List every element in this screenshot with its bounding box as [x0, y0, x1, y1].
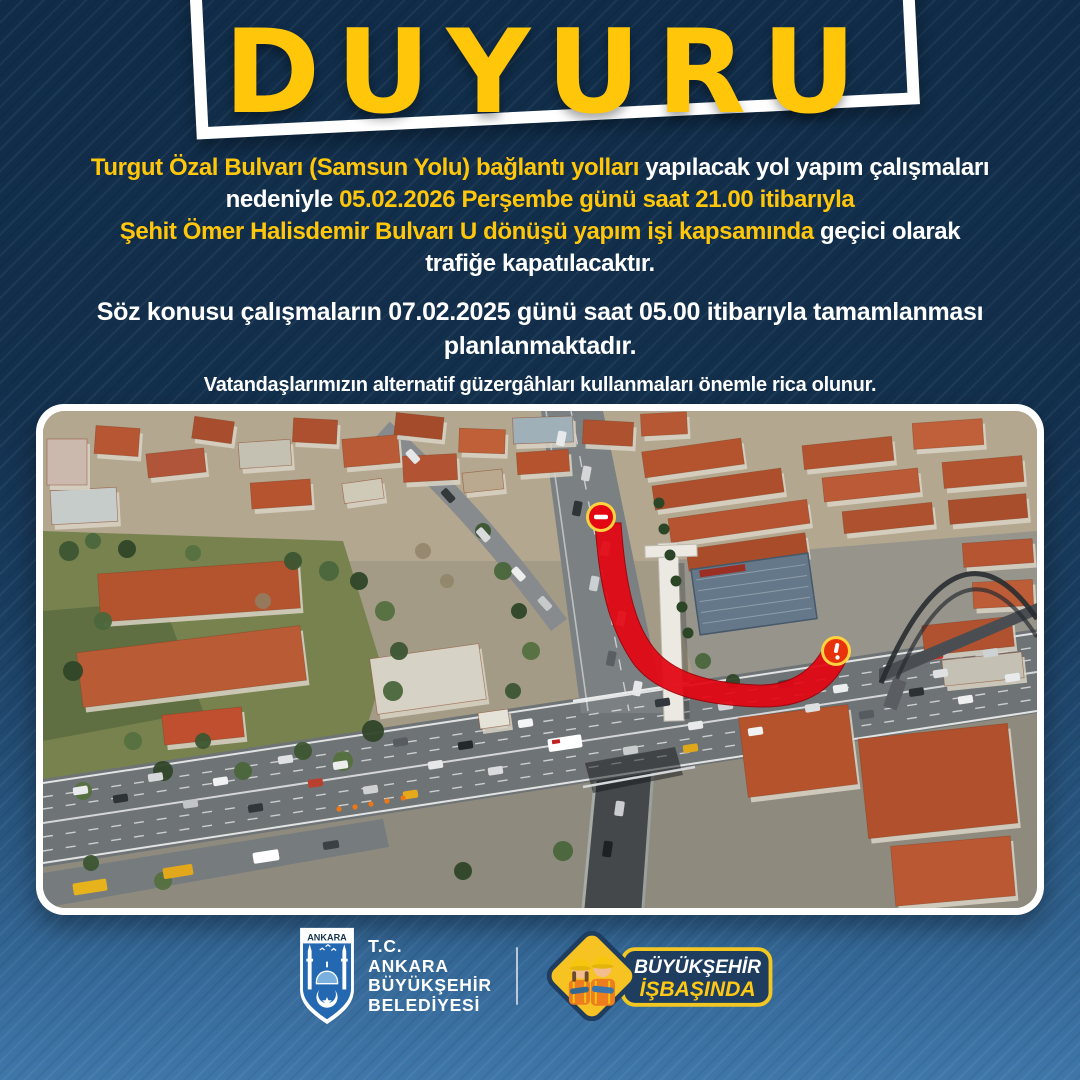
poster-title: DUYURU [223, 5, 873, 140]
text-line: Şehit Ömer Halisdemir Bulvarı U dönüşü yapım işi kapsamında geçici olarak [119, 218, 961, 245]
closure-paragraph [0, 152, 1080, 280]
text-line: Turgut Özal Bulvarı (Samsun Yolu) bağlantı yolları yapılacak yol yapım çalışmaları [90, 154, 990, 181]
text-line: planlanmaktadır. [443, 332, 637, 360]
shield-label: ANKARA [307, 932, 347, 943]
footer [0, 926, 1080, 1026]
aerial-photo-card [36, 404, 1044, 915]
ankara-municipality-logo [298, 926, 356, 1026]
completion-paragraph [0, 295, 1080, 363]
no-entry-icon [586, 502, 616, 532]
footer-divider [516, 947, 518, 1005]
notice-line: Vatandaşlarımızın alternatif güzergâhları kullanmaları önemle rica olunur. [203, 374, 877, 396]
aerial-photo [43, 411, 1037, 908]
text-line: Söz konusu çalışmaların 07.02.2025 günü saat 05.00 itibarıyla tamamlanması [96, 298, 984, 326]
municipality-line: ANKARA [368, 955, 449, 976]
badge-line1: BÜYÜKŞEHİR [633, 957, 761, 979]
municipality-line: T.C. [368, 936, 403, 956]
isbasinda-badge [542, 926, 782, 1026]
announcement-body [0, 152, 1080, 397]
municipality-name [368, 937, 492, 1015]
warning-exclamation-icon [821, 636, 851, 666]
badge-line2: İŞBAŞINDA [639, 978, 756, 1002]
municipality-line: BELEDİYESİ [368, 994, 481, 1015]
text-line: trafiğe kapatılacaktır. [425, 250, 655, 277]
municipality-line: BÜYÜKŞEHİR [368, 975, 492, 995]
badge-diamond [544, 928, 639, 1023]
text-line: nedeniyle 05.02.2026 Perşembe günü saat 21.00 itibarıyla [225, 186, 855, 213]
aerial-photo-scene [43, 411, 1037, 908]
